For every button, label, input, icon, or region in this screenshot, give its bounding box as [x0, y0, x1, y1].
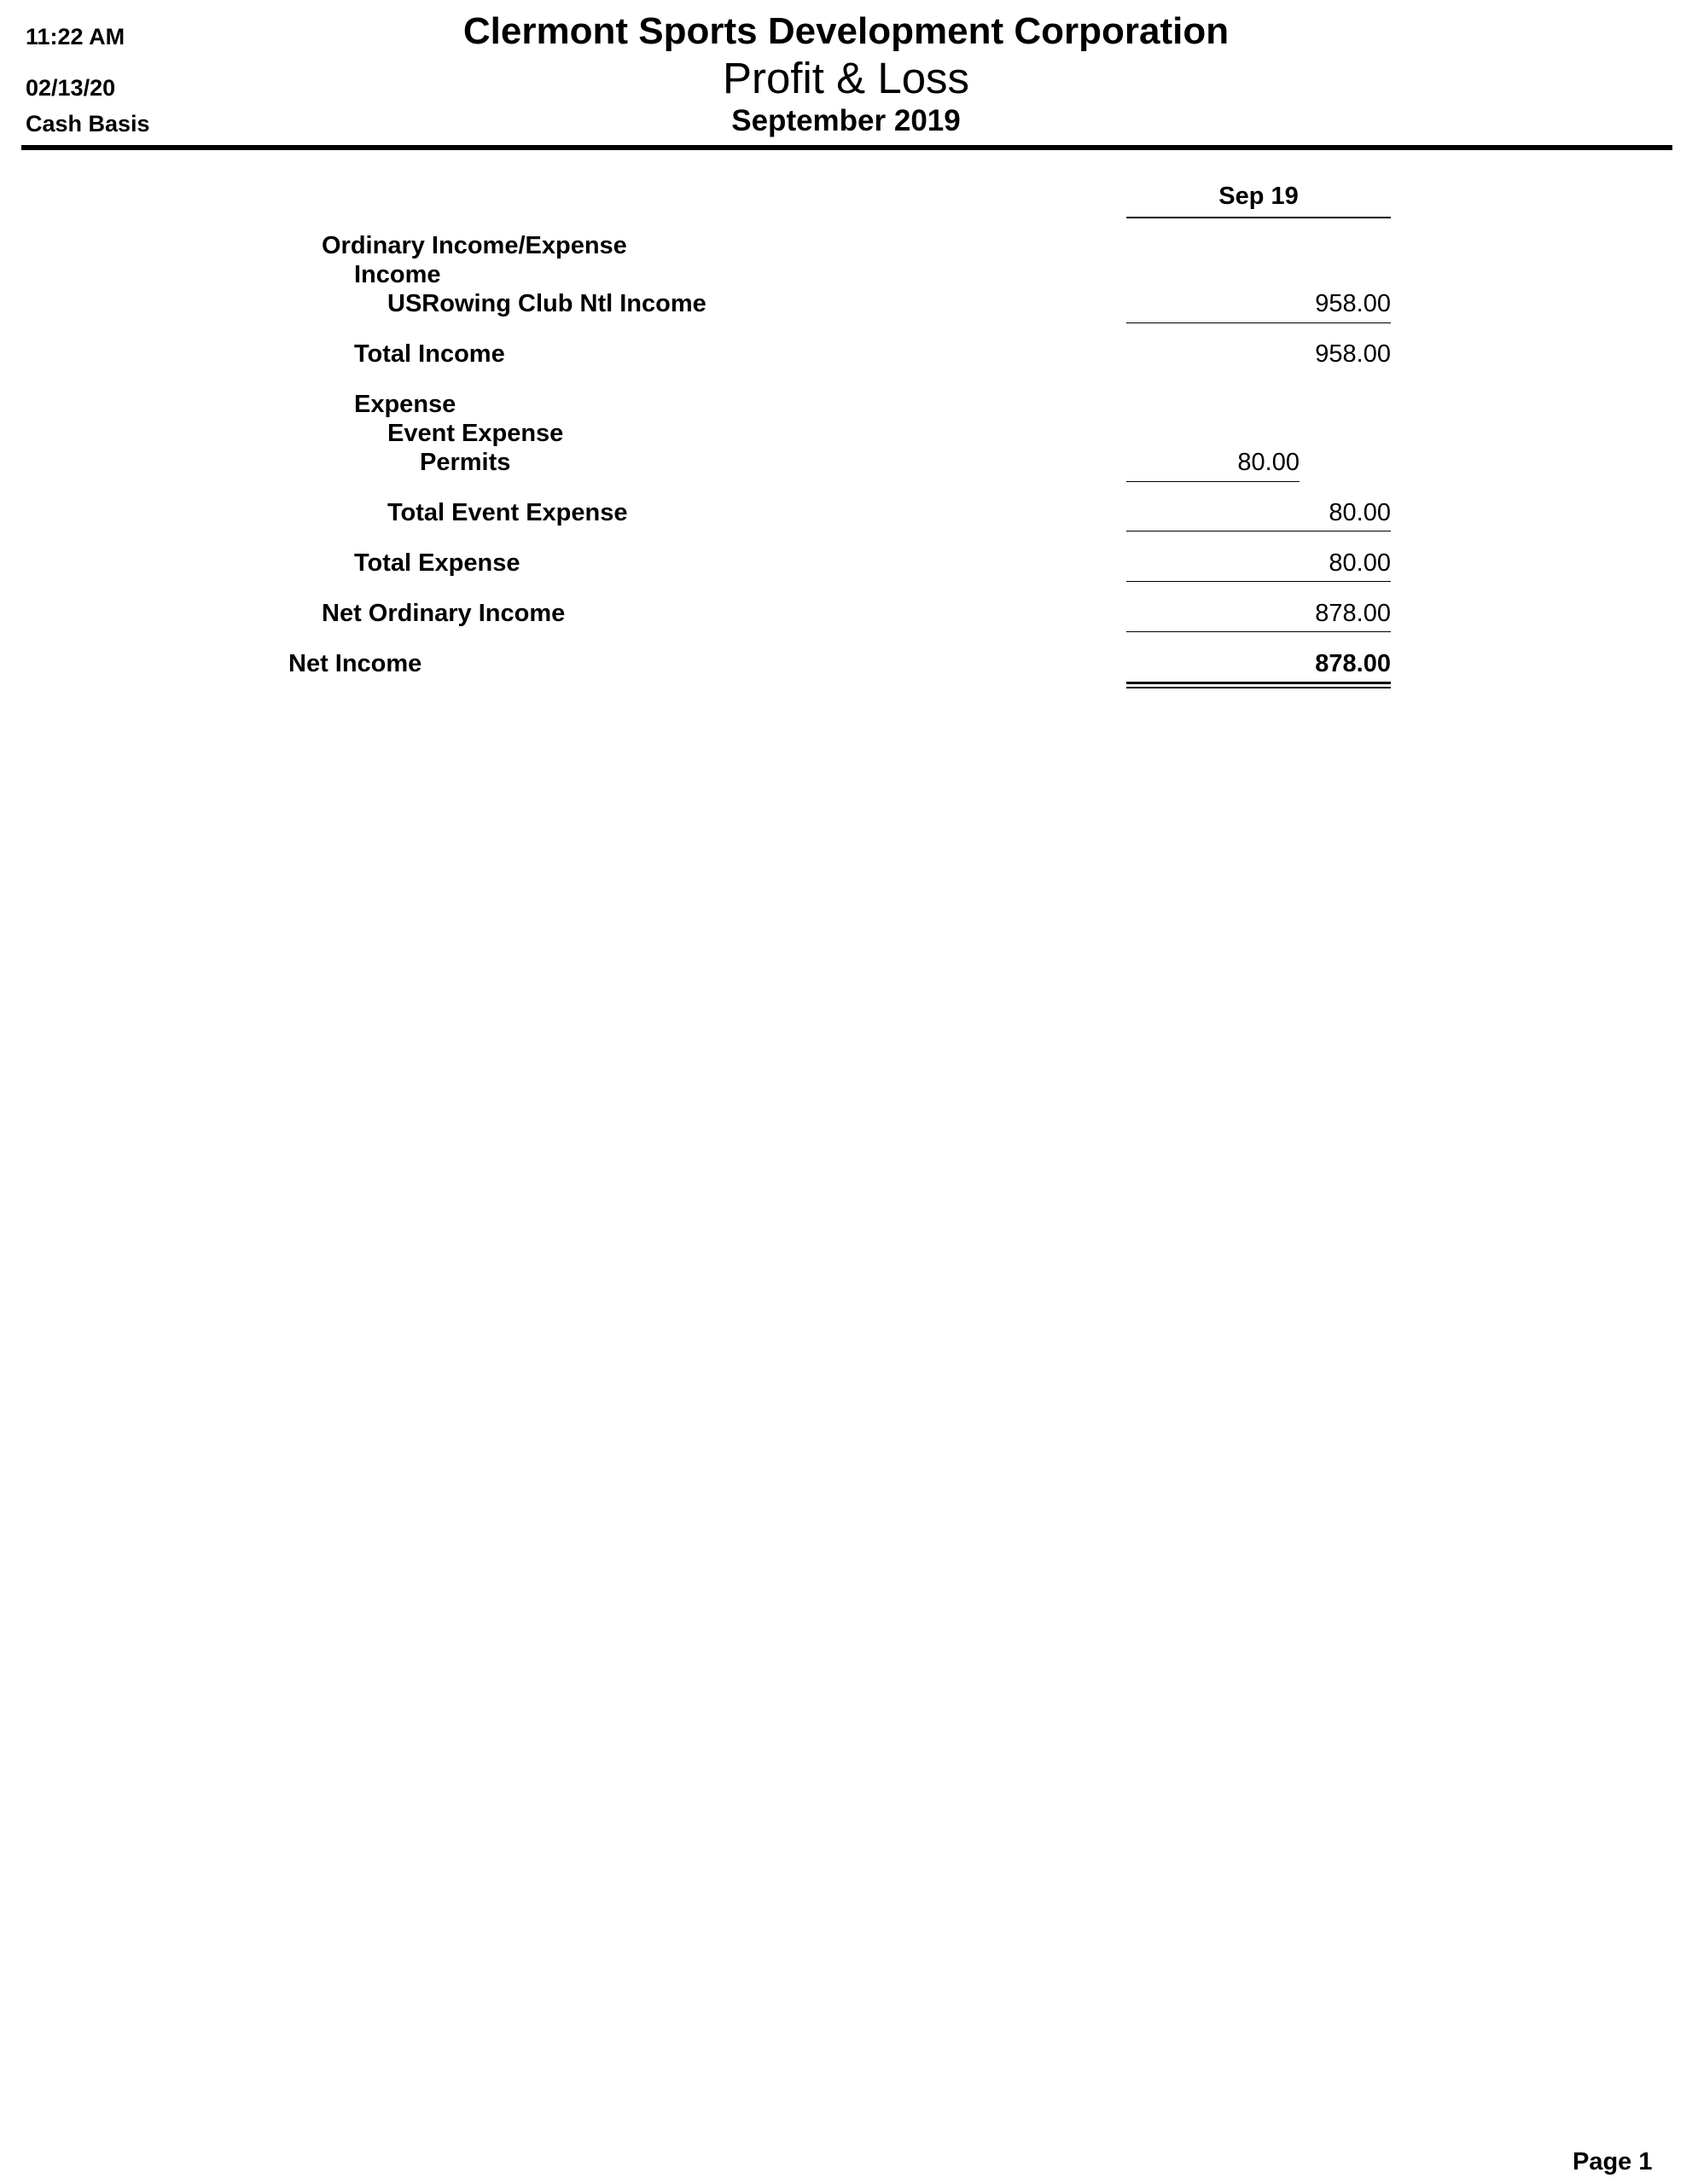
report-date: 02/13/20 [26, 75, 116, 101]
usrowing-income-value: 958.00 [1315, 290, 1391, 317]
ordinary-income-expense-label: Ordinary Income/Expense [322, 232, 627, 259]
total-expense-value: 80.00 [1329, 549, 1391, 577]
net-ordinary-income-label: Net Ordinary Income [322, 600, 566, 627]
total-event-expense-value: 80.00 [1329, 499, 1391, 526]
net-income-value: 878.00 [1315, 650, 1391, 677]
total-expense-label: Total Expense [354, 549, 520, 577]
column-header-period: Sep 19 [1218, 183, 1299, 210]
header-rule [21, 145, 1672, 150]
report-period: September 2019 [731, 104, 961, 137]
total-income-label: Total Income [354, 340, 505, 368]
income-label: Income [354, 261, 441, 288]
total-event-expense-label: Total Event Expense [387, 499, 628, 526]
report-time: 11:22 AM [26, 24, 125, 49]
permits-value: 80.00 [1237, 449, 1300, 476]
report-title: Profit & Loss [722, 54, 970, 102]
company-name: Clermont Sports Development Corporation [462, 10, 1230, 52]
report-basis: Cash Basis [26, 111, 150, 136]
permits-label: Permits [420, 449, 511, 476]
usrowing-income-label: USRowing Club Ntl Income [387, 290, 706, 317]
net-ordinary-income-underline [1126, 631, 1391, 632]
column-header-underline [1126, 217, 1391, 218]
page-number: Page 1 [1573, 2148, 1653, 2175]
total-expense-underline [1126, 581, 1391, 582]
net-income-double-underline [1126, 682, 1391, 688]
event-expense-label: Event Expense [387, 420, 564, 447]
permits-underline [1126, 481, 1300, 482]
expense-label: Expense [354, 391, 456, 418]
usrowing-income-underline [1126, 322, 1391, 323]
net-ordinary-income-value: 878.00 [1315, 600, 1391, 627]
net-income-label: Net Income [288, 650, 422, 677]
total-income-value: 958.00 [1315, 340, 1391, 368]
